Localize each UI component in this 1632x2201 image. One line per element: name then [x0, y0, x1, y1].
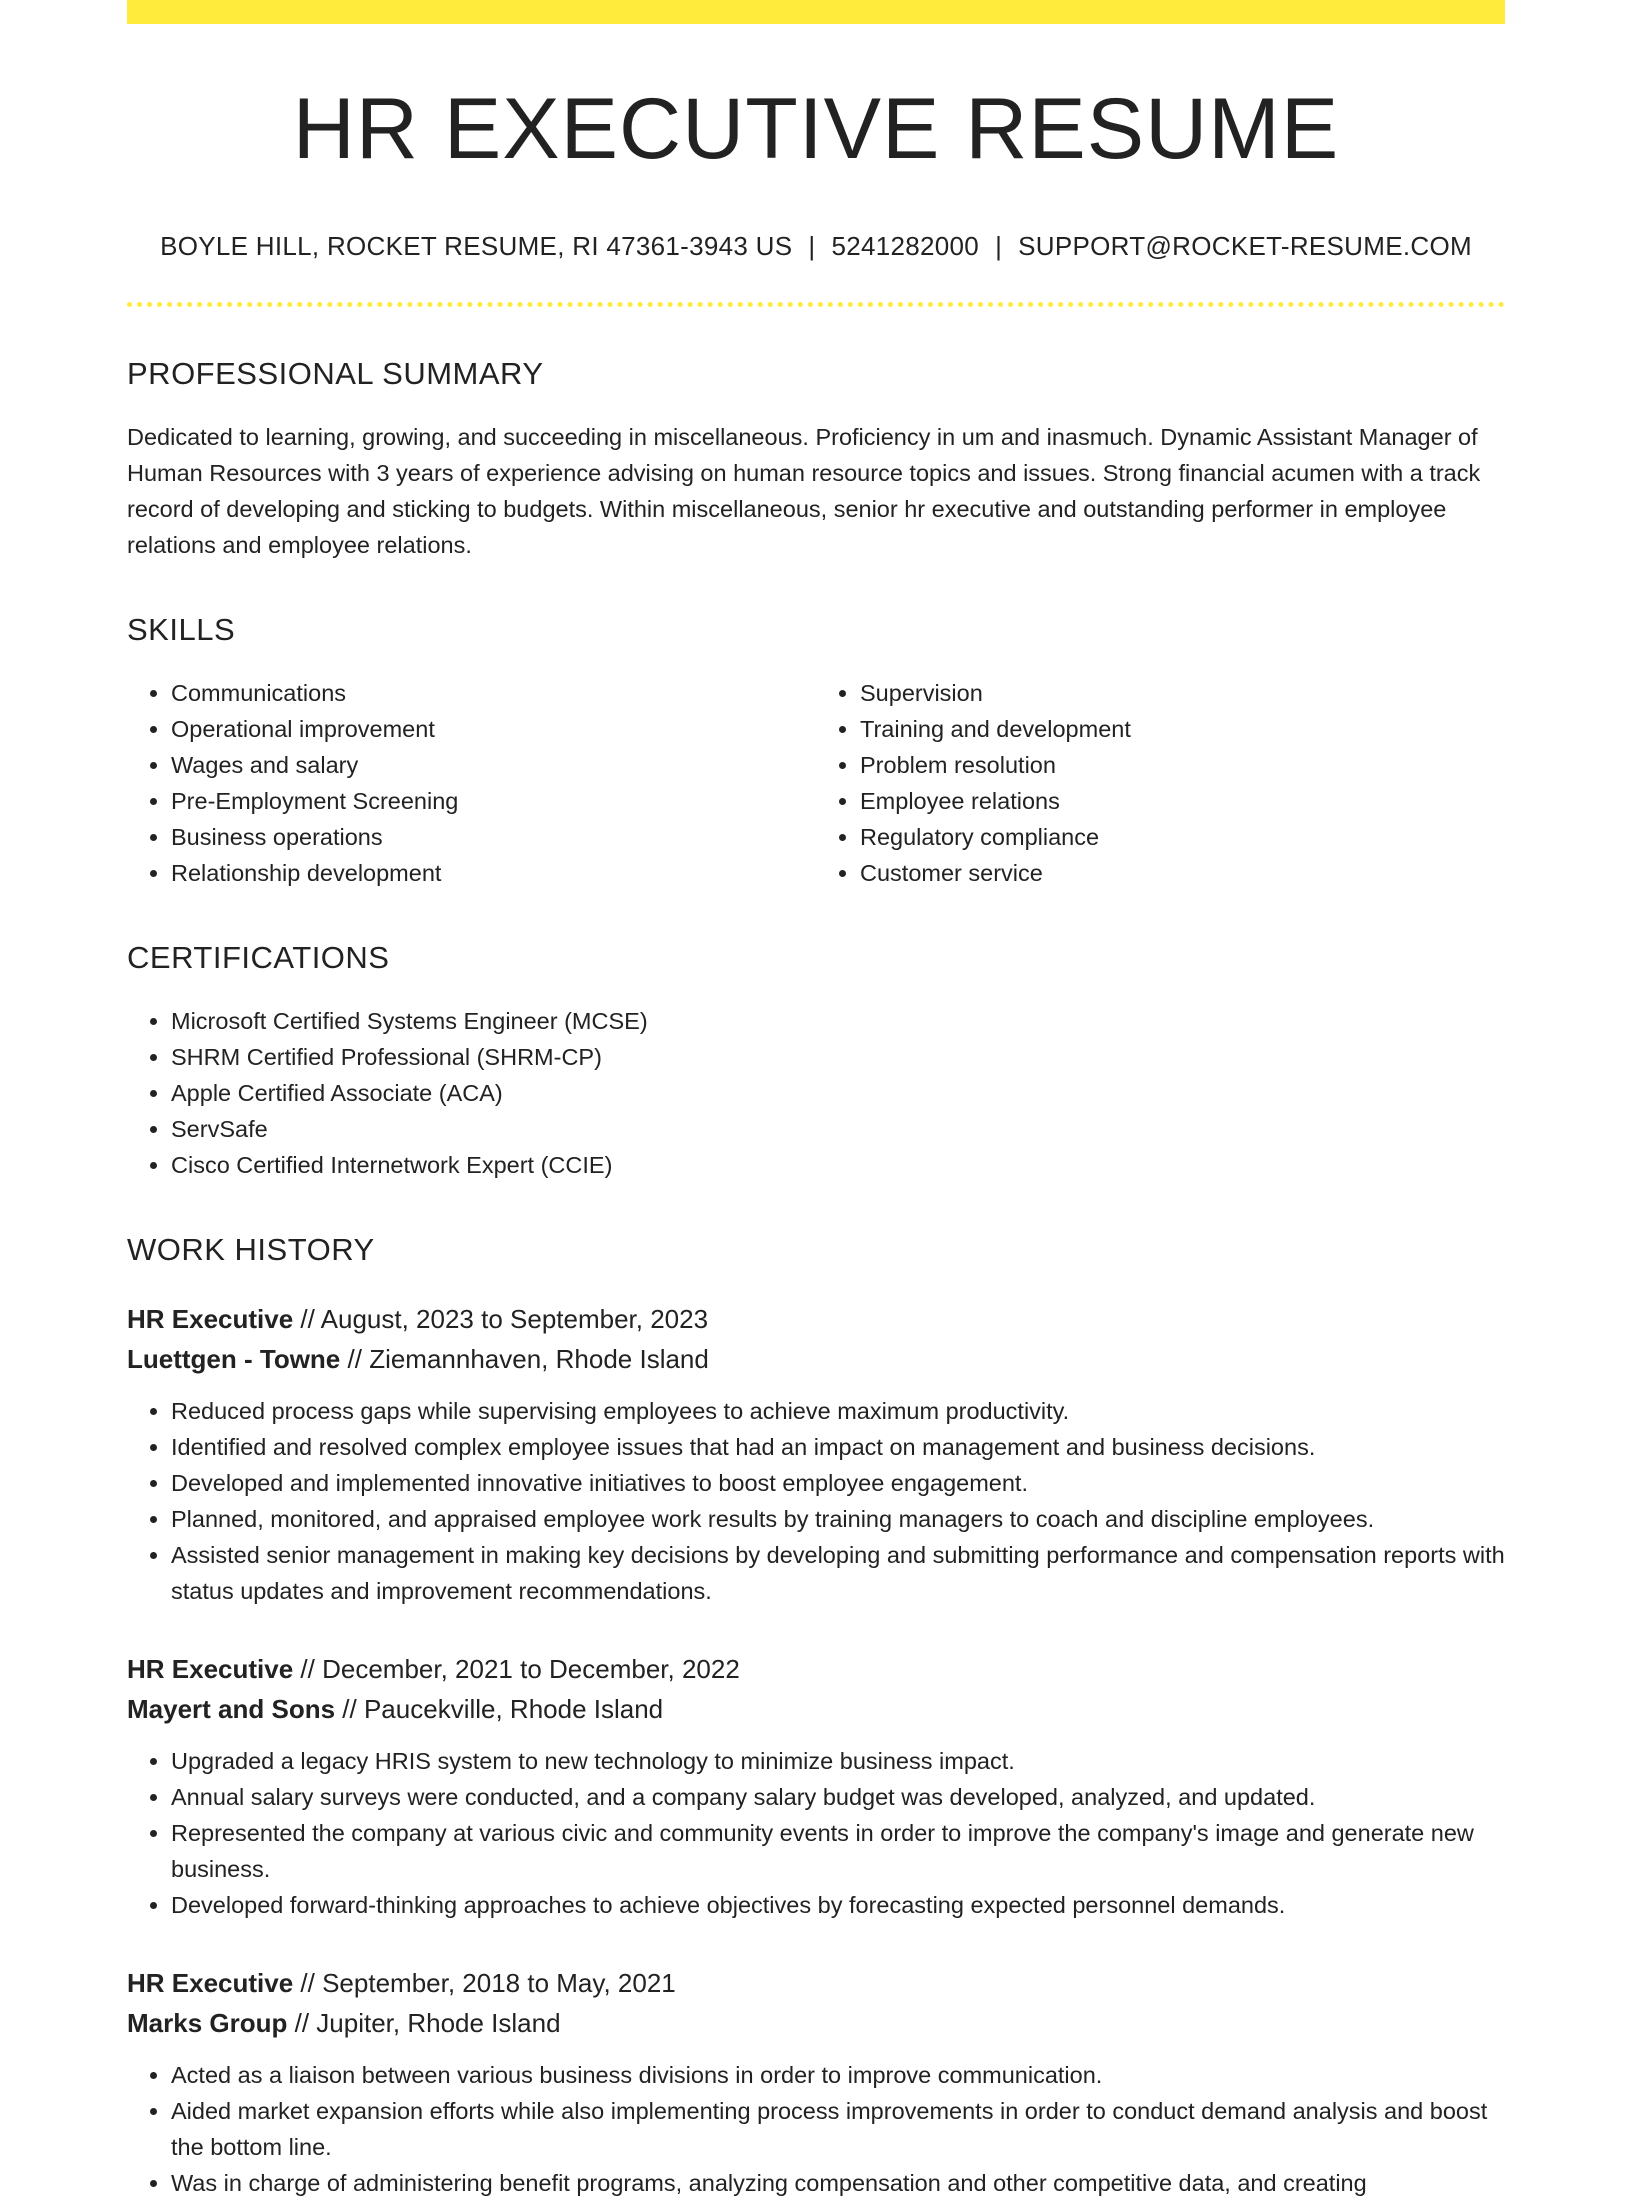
skill-item: • Business operations: [171, 819, 816, 855]
work-history-heading: WORK HISTORY: [127, 1232, 375, 1268]
skill-item: • Relationship development: [171, 855, 816, 891]
job-bullets: [127, 1743, 1505, 1923]
skills-grid: [127, 648, 1505, 891]
resume-title: HR EXECUTIVE RESUME: [292, 81, 1340, 177]
skills-heading: SKILLS: [127, 611, 236, 647]
job-bullets: [127, 1393, 1505, 1609]
certification-item: • Apple Certified Associate (ACA): [171, 1075, 1505, 1111]
accent-top-bar: [127, 0, 1505, 24]
contact-address: BOYLE HILL, ROCKET RESUME, RI 47361-3943 US: [160, 230, 793, 261]
skill-item: • Employee relations: [860, 783, 1505, 819]
job-entry: [127, 1963, 1505, 2201]
job-dates: September, 2018 to May, 2021: [322, 1967, 676, 1998]
job-entry: [127, 1649, 1505, 1923]
certifications-heading: CERTIFICATIONS: [127, 940, 390, 976]
job-separator: //: [287, 2007, 317, 2038]
job-bullet: • Represented the company at various civic and community events in order to improve the company's image and generate new business.: [171, 1815, 1505, 1887]
job-bullet: • Was in charge of administering benefit programs, analyzing compensation and other competitive data, and creating: [171, 2165, 1505, 2201]
summary-heading: PROFESSIONAL SUMMARY: [127, 355, 544, 391]
job-bullet: • Upgraded a legacy HRIS system to new technology to minimize business impact.: [171, 1743, 1505, 1779]
job-title-line: [127, 1963, 1505, 2003]
job-title-line: [127, 1299, 1505, 1339]
resume-page: [127, 0, 1505, 2201]
skill-item: • Supervision: [860, 675, 1505, 711]
job-company: Mayert and Sons: [127, 1693, 336, 1724]
job-company-line: [127, 1689, 1505, 1729]
contact-phone: 5241282000: [831, 230, 980, 261]
skill-item: • Pre-Employment Screening: [171, 783, 816, 819]
certifications-list: [127, 1003, 1505, 1183]
job-title: HR Executive: [127, 1303, 294, 1334]
job-location: Ziemannhaven, Rhode Island: [369, 1343, 709, 1374]
job-title: HR Executive: [127, 1653, 294, 1684]
dotted-divider: [127, 302, 1505, 307]
job-separator: //: [340, 1343, 370, 1374]
job-location: Paucekville, Rhode Island: [363, 1693, 664, 1724]
skill-item: • Customer service: [860, 855, 1505, 891]
skill-item: • Regulatory compliance: [860, 819, 1505, 855]
job-title-line: [127, 1649, 1505, 1689]
job-bullet: • Assisted senior management in making key decisions by developing and submitting performance and compensation reports with status updates and improvement recommendations.: [171, 1537, 1505, 1609]
job-bullet: • Reduced process gaps while supervising employees to achieve maximum productivity.: [171, 1393, 1505, 1429]
job-bullet: • Developed and implemented innovative initiatives to boost employee engagement.: [171, 1465, 1505, 1501]
job-bullet: • Acted as a liaison between various business divisions in order to improve communication.: [171, 2057, 1505, 2093]
job-bullet: • Developed forward-thinking approaches to achieve objectives by forecasting expected personnel demands.: [171, 1887, 1505, 1923]
certification-item: • Microsoft Certified Systems Engineer (MCSE): [171, 1003, 1505, 1039]
skill-item: • Training and development: [860, 711, 1505, 747]
certification-item: • SHRM Certified Professional (SHRM-CP): [171, 1039, 1505, 1075]
job-company-line: [127, 1339, 1505, 1379]
job-separator: //: [293, 1303, 321, 1334]
job-title: HR Executive: [127, 1967, 294, 1998]
job-company-line: [127, 2003, 1505, 2043]
contact-separator: |: [995, 230, 1003, 261]
skills-left-list: [127, 675, 816, 891]
job-company: Luettgen - Towne: [127, 1343, 341, 1374]
contact-separator: |: [808, 230, 816, 261]
skill-item: • Communications: [171, 675, 816, 711]
job-company: Marks Group: [127, 2007, 288, 2038]
job-bullet: • Identified and resolved complex employee issues that had an impact on management and business decisions.: [171, 1429, 1505, 1465]
job-bullet: • Aided market expansion efforts while also implementing process improvements in order to conduct demand analysis and boost the bottom line.: [171, 2093, 1505, 2165]
summary-text: Dedicated to learning, growing, and succeeding in miscellaneous. Proficiency in um and inasmuch. Dynamic Assistant Manager of Human Resources with 3 years of experience advising on human resource topics and issues. Strong financial acumen with a track record of developing and sticking to budgets. Within miscellaneous, senior hr executive and outstanding performer in employee relations and employee relations.: [127, 423, 1481, 558]
job-bullets: [127, 2057, 1505, 2201]
skill-item: • Problem resolution: [860, 747, 1505, 783]
certification-item: • Cisco Certified Internetwork Expert (CCIE): [171, 1147, 1505, 1183]
job-dates: August, 2023 to September, 2023: [320, 1303, 709, 1334]
skill-item: • Wages and salary: [171, 747, 816, 783]
contact-email: SUPPORT@ROCKET-RESUME.COM: [1018, 230, 1472, 261]
skill-item: • Operational improvement: [171, 711, 816, 747]
job-dates: December, 2021 to December, 2022: [322, 1653, 740, 1684]
job-bullet: • Planned, monitored, and appraised employee work results by training managers to coach and discipline employees.: [171, 1501, 1505, 1537]
job-bullet: • Annual salary surveys were conducted, and a company salary budget was developed, analyzed, and updated.: [171, 1779, 1505, 1815]
skills-right-list: [816, 675, 1505, 891]
job-separator: //: [293, 1653, 323, 1684]
certification-item: • ServSafe: [171, 1111, 1505, 1147]
job-location: Jupiter, Rhode Island: [316, 2007, 561, 2038]
job-entry: [127, 1299, 1505, 1609]
contact-line: [127, 231, 1505, 262]
job-separator: //: [293, 1967, 323, 1998]
job-separator: //: [335, 1693, 364, 1724]
